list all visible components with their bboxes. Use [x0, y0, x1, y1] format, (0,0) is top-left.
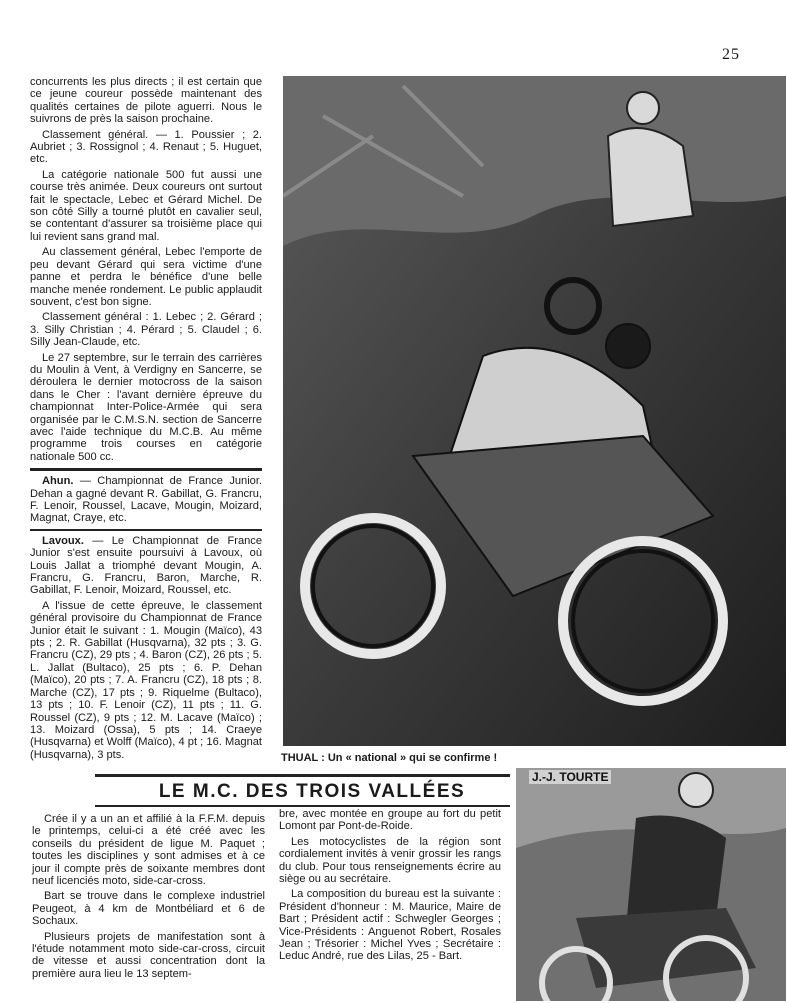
headline-rule-top: [95, 774, 510, 777]
paragraph: Plusieurs projets de manifestation sont à l'étude notamment moto side-car-cross, circuit de vitesse et aussi concentration dont la première aura lieu le 13 septem-: [32, 930, 265, 980]
paragraph: La composition du bureau est la suivante : Président d'honneur : M. Maurice, Maire de Bart ; Président actif : Schwegler Georges ; Vice-Présidents : Anguenot Robert, Rosales Jean ; Trésorier : Michel Yves ; Secrétaire : Leduc André, rue des Lilas, 25 - Bart.: [279, 888, 501, 963]
section-divider: [30, 529, 262, 531]
lavoux-lead: Lavoux.: [42, 534, 84, 547]
paragraph: concurrents les plus directs ; il est certain que ce jeune coureur possède maintenant des qualités certaines de pilote aguerri. Nous le suivrons de près la saison prochaine.: [30, 76, 262, 126]
section-divider: [30, 468, 262, 471]
rider-photo: [516, 768, 786, 1001]
paragraph: bre, avec montée en groupe au fort du petit Lomont par Pont-de-Roide.: [279, 808, 501, 833]
headline-rule-bottom: [95, 805, 510, 807]
article-column-middle: [279, 808, 501, 966]
ahun-lead: Ahun.: [42, 475, 74, 488]
paragraph: Classement général. — 1. Poussier ; 2. Aubriet ; 3. Rossignol ; 4. Renaut ; 5. Huguet, etc.: [30, 128, 262, 166]
motocross-photo: [283, 76, 786, 746]
paragraph: Classement général : 1. Lebec ; 2. Gérard ; 3. Silly Christian ; 4. Pérard ; 5. Claudel ; 6. Silly Jean-Claude, etc.: [30, 311, 262, 349]
rider-photo-image: [516, 768, 786, 1001]
photo-caption: THUAL : Un « national » qui se confirme !: [281, 752, 498, 764]
ahun-text: — Championnat de France Junior. Dehan a gagné devant R. Gabillat, G. Francru, F. Lenoir, Roussel, Lacave, Mougin, Moizard, Magnat, Craye, etc.: [30, 475, 262, 525]
ahun-paragraph: [30, 475, 262, 525]
article-headline: LE M.C. DES TROIS VALLÉES: [158, 781, 466, 802]
left-column: [30, 76, 262, 764]
paragraph: La catégorie nationale 500 fut aussi une course très animée. Deux coureurs ont surtout fait le spectacle, Lebec et Gérard Michel. De son côté Silly a tourné plutôt en cavalier seul, se contentant d'assurer sa troisième place qui lui revient sans grand mal.: [30, 168, 262, 243]
article-column-left: [32, 813, 265, 983]
paragraph: Crée il y a un an et affilié à la F.F.M. depuis le printemps, celui-ci a été créé avec les conseils du président de ligue M. Paquet ; toutes les disciplines y sont admises et à ce jour il compte près de soixante membres dont neuf licenciés moto, side-car-cross.: [32, 813, 265, 888]
paragraph: Bart se trouve dans le complexe industriel Peugeot, à 4 km de Montbéliard et 6 de Sochaux.: [32, 890, 265, 928]
paragraph: Au classement général, Lebec l'emporte de peu devant Gérard qui sera victime d'une panne et perdra le bénéfice d'une belle manche menée rondement. Le public applaudit souvent, c'est bon signe.: [30, 246, 262, 308]
lavoux-paragraph: [30, 535, 262, 597]
photo-credit: J.-J. TOURTE: [529, 770, 611, 784]
paragraph: Le 27 septembre, sur le terrain des carrières du Moulin à Vent, à Verdigny en Sancerre, se déroulera le dernier motocross de la saison dans le Cher : l'avant dernière épreuve du championnat Inter-Police-Armée qui sera organisée par le C.M.S.N. section de Sancerre avec l'aide technique du M.C.B. Au même programme trois courses en catégorie nationale 500 cc.: [30, 351, 262, 463]
lavoux-text: — Le Championnat de France Junior s'est ensuite poursuivi à Lavoux, où Louis Jallat a triomphé devant Mougin, A. Francru, G. Francru, Baron, Marche, R. Gabillat, F. Lenoir, Moizard, Roussel, etc.: [30, 534, 262, 597]
standings-paragraph: A l'issue de cette épreuve, le classement général provisoire du Championnat de France Junior était le suivant : 1. Mougin (Maïco), 43 pts ; 2. R. Gabillat (Husqvarna), 32 pts ; 3. G. Francru (CZ), 29 pts ; 4. Baron (CZ), 26 pts ; 5. L. Jallat (Bultaco), 25 pts ; 6. P. Dehan (Maïco), 20 pts ; 7. A. Francru (CZ), 18 pts ; 8. Marche (CZ), 17 pts ; 9. Riquelme (Bultaco), 13 pts ; 10. F. Lenoir (CZ), 11 pts ; 11. G. Roussel (CZ), 9 pts ; 12. M. Lacave (Maïco) ; 13. Moizard (Ossa), 5 pts ; 14. Craeye (Husqvarna) et Wolff (Maïco), 4 pt ; 16. Magnat (Husqvarna), 3 pts.: [30, 599, 262, 761]
motocross-photo-image: [283, 76, 786, 746]
page-number: 25: [722, 46, 740, 63]
paragraph: Les motocyclistes de la région sont cordialement invités à venir grossir les rangs du club. Pour tous renseignements écrire au siège ou au secrétaire.: [279, 835, 501, 886]
